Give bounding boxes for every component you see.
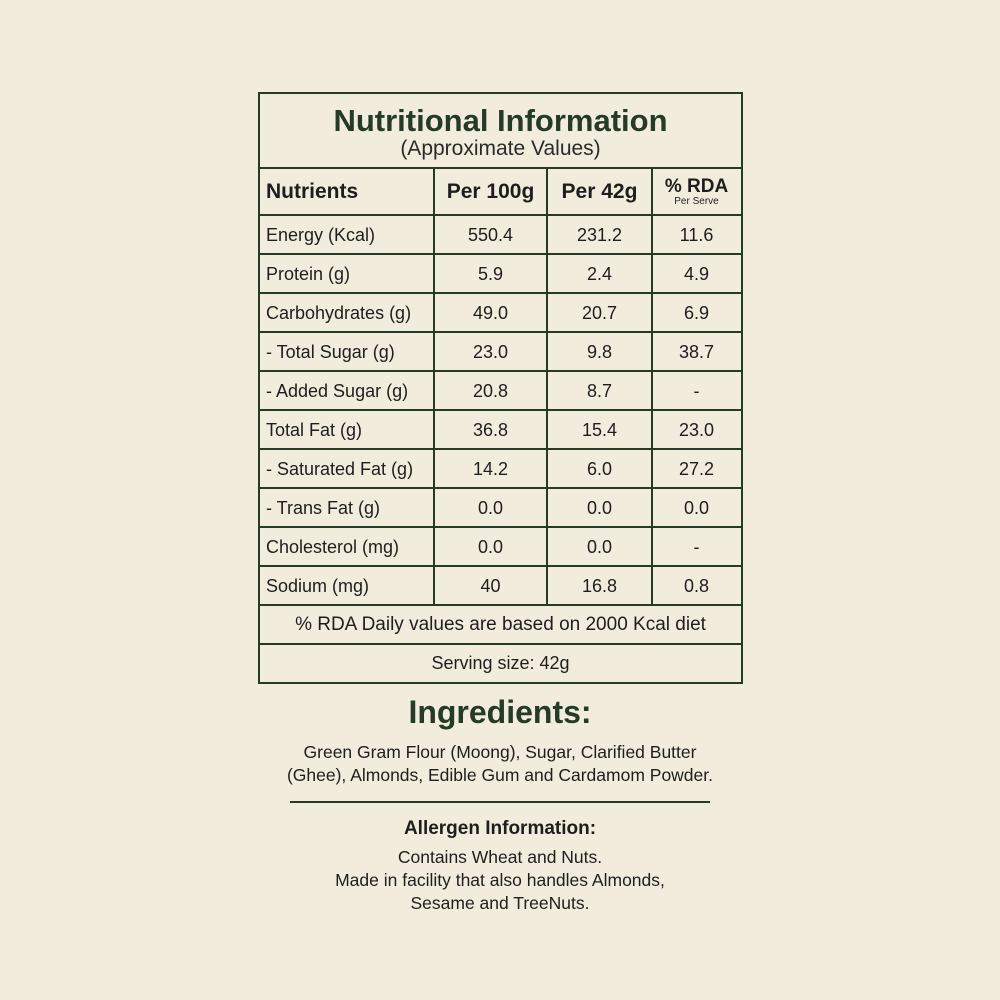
nutrient-name: - Saturated Fat (g) bbox=[260, 450, 435, 487]
header-per-100g: Per 100g bbox=[435, 169, 548, 214]
header-nutrients: Nutrients bbox=[260, 169, 435, 214]
ingredients-line: Green Gram Flour (Moong), Sugar, Clarified Butter bbox=[303, 742, 697, 762]
value-per-42g: 16.8 bbox=[548, 567, 653, 604]
value-per-42g: 6.0 bbox=[548, 450, 653, 487]
value-rda: 4.9 bbox=[683, 263, 710, 284]
table-row bbox=[260, 333, 741, 372]
value-per-100g: 0.0 bbox=[435, 489, 548, 526]
value-per-100g: 36.8 bbox=[435, 411, 548, 448]
nutrient-name: Protein (g) bbox=[260, 255, 435, 292]
value-rda: 0.8 bbox=[683, 575, 710, 596]
header-per-42g: Per 42g bbox=[548, 169, 653, 214]
value-per-42g: 15.4 bbox=[548, 411, 653, 448]
value-rda: 23.0 bbox=[678, 419, 715, 440]
ingredients-list bbox=[230, 741, 770, 787]
value-per-42g: 231.2 bbox=[548, 216, 653, 253]
value-rda: 0.0 bbox=[683, 497, 710, 518]
ingredients-line: (Ghee), Almonds, Edible Gum and Cardamom Powder. bbox=[286, 765, 714, 785]
table-row bbox=[260, 567, 741, 606]
allergen-line: Contains Wheat and Nuts. bbox=[397, 847, 603, 867]
value-per-100g: 0.0 bbox=[435, 528, 548, 565]
value-rda: - bbox=[693, 380, 700, 401]
value-rda: 38.7 bbox=[678, 341, 715, 362]
value-per-100g: 20.8 bbox=[435, 372, 548, 409]
nutrition-subtitle: (Approximate Values) bbox=[400, 137, 601, 160]
nutrient-name: Carbohydrates (g) bbox=[260, 294, 435, 331]
table-row bbox=[260, 294, 741, 333]
value-rda: 11.6 bbox=[679, 224, 714, 245]
table-row bbox=[260, 528, 741, 567]
value-per-100g: 40 bbox=[435, 567, 548, 604]
value-per-42g: 2.4 bbox=[548, 255, 653, 292]
allergen-line: Made in facility that also handles Almonds, bbox=[335, 870, 665, 890]
nutrition-title: Nutritional Information bbox=[333, 103, 668, 138]
rda-note: % RDA Daily values are based on 2000 Kcal diet bbox=[260, 606, 741, 645]
table-row bbox=[260, 450, 741, 489]
section-divider bbox=[290, 801, 710, 803]
table-row bbox=[260, 372, 741, 411]
nutrient-name: Energy (Kcal) bbox=[260, 216, 435, 253]
value-per-42g: 0.0 bbox=[548, 489, 653, 526]
value-per-100g: 49.0 bbox=[435, 294, 548, 331]
nutrient-name: - Trans Fat (g) bbox=[260, 489, 435, 526]
value-per-100g: 550.4 bbox=[435, 216, 548, 253]
value-rda: 27.2 bbox=[678, 458, 715, 479]
nutrition-title-block bbox=[260, 94, 741, 169]
allergen-info bbox=[250, 846, 750, 915]
value-per-42g: 8.7 bbox=[548, 372, 653, 409]
nutrient-name: Sodium (mg) bbox=[260, 567, 435, 604]
nutrition-table bbox=[258, 92, 743, 684]
value-rda: - bbox=[693, 536, 700, 557]
nutrient-name: - Added Sugar (g) bbox=[260, 372, 435, 409]
table-header-row bbox=[260, 169, 741, 216]
table-row bbox=[260, 489, 741, 528]
value-per-100g: 5.9 bbox=[435, 255, 548, 292]
nutrient-name: Cholesterol (mg) bbox=[260, 528, 435, 565]
ingredients-heading: Ingredients: bbox=[408, 694, 592, 730]
value-per-42g: 0.0 bbox=[548, 528, 653, 565]
value-per-42g: 20.7 bbox=[548, 294, 653, 331]
allergen-line: Sesame and TreeNuts. bbox=[410, 893, 590, 913]
header-rda bbox=[653, 169, 740, 214]
value-rda: 6.9 bbox=[683, 302, 710, 323]
value-per-100g: 23.0 bbox=[435, 333, 548, 370]
allergen-heading: Allergen Information: bbox=[403, 818, 597, 839]
value-per-100g: 14.2 bbox=[435, 450, 548, 487]
nutrient-name: - Total Sugar (g) bbox=[260, 333, 435, 370]
table-row bbox=[260, 255, 741, 294]
table-row bbox=[260, 411, 741, 450]
nutrient-name: Total Fat (g) bbox=[260, 411, 435, 448]
header-rda-sublabel: Per Serve bbox=[674, 195, 719, 207]
header-rda-label: % RDA bbox=[664, 175, 729, 197]
serving-size: Serving size: 42g bbox=[431, 653, 570, 673]
table-row bbox=[260, 216, 741, 255]
value-per-42g: 9.8 bbox=[548, 333, 653, 370]
